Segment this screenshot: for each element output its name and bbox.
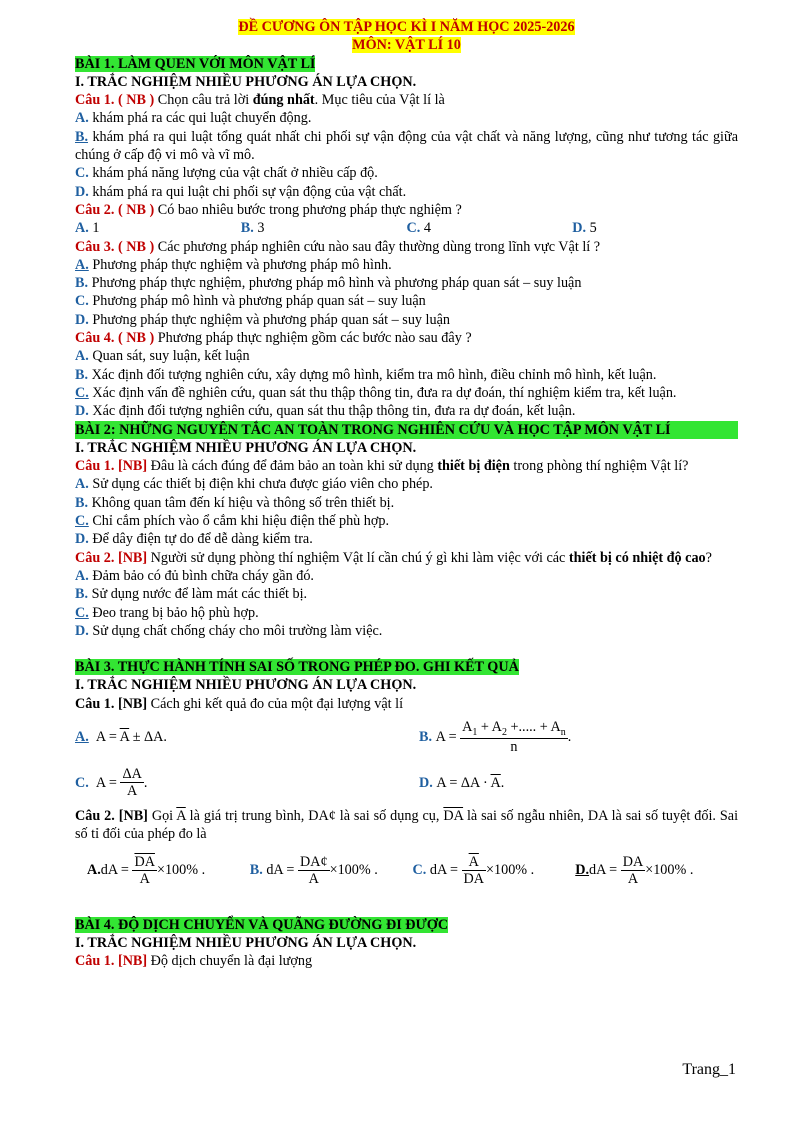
lesson3-section: I. TRẮC NGHIỆM NHIỀU PHƯƠNG ÁN LỰA CHỌN. (75, 677, 417, 694)
formula-period: . (567, 728, 572, 745)
fraction: $\frac{\overline{DA}}{A}$ (134, 853, 155, 888)
option-text: 1 (92, 220, 100, 237)
option-b (75, 366, 738, 384)
option-text: 3 (257, 220, 265, 237)
option-a (75, 347, 738, 365)
option-text: khám phá ra các qui luật chuyển động. (92, 110, 312, 127)
question-label: Câu 2. [NB] (75, 807, 148, 824)
option-letter: D. (75, 531, 89, 548)
question-label: Câu 1. [NB] (75, 458, 148, 475)
option-a (75, 219, 241, 237)
symbol-random-error: $\overline{DA}$ (443, 807, 464, 824)
question-text: ? (705, 549, 712, 566)
lesson1-q3 (75, 238, 738, 256)
option-text: Đảm bảo có đủ bình chữa cháy gần đó. (92, 567, 314, 584)
option-text: Để dây điện tự do để dễ dàng kiểm tra. (92, 531, 313, 548)
lesson4-title-row (75, 916, 738, 934)
formula-row-2 (75, 761, 738, 805)
option-text: 4 (423, 220, 431, 237)
option-c (75, 384, 738, 402)
option-letter: B. (240, 220, 254, 237)
option-letter: D. (75, 183, 89, 200)
option-a: A. dA = $\frac{\overline{DA}}{A}$ ×100% . (87, 853, 206, 888)
option-letter: D. (75, 622, 89, 639)
lesson2-title: BÀI 2: NHỮNG NGUYÊN TẮC AN TOÀN TRONG NGHIÊN CỨU VÀ HỌC TẬP MÔN VẬT LÍ (75, 421, 738, 439)
lesson3-q2 (75, 807, 738, 844)
option-letter: D. (419, 774, 433, 791)
option-text: khám phá ra qui luật chi phối sự vận động của vật chất. (92, 183, 407, 200)
question-text: là giá trị trung bình, DA¢ là sai số dụng cụ, (185, 807, 444, 824)
option-d (394, 774, 738, 792)
option-letter: A. (75, 567, 89, 584)
option-letter: C. (75, 604, 89, 621)
option-b: B. dA = $\frac{DA¢}{A}$ ×100% . (249, 853, 378, 888)
option-text: Xác định đối tượng nghiên cứu, xây dựng mô hình, kiểm tra mô hình, điều chỉnh mô hình, kết luận. (91, 366, 657, 383)
lesson3-title: BÀI 3. THỰC HÀNH TÍNH SAI SỐ TRONG PHÉP ĐO. GHI KẾT QUẢ (75, 659, 519, 676)
lesson4-title: BÀI 4. ĐỘ DỊCH CHUYỂN VÀ QUÃNG ĐƯỜNG ĐI ĐƯỢC (75, 916, 449, 933)
option-text: Phương pháp thực nghiệm, phương pháp mô hình và phương pháp quan sát – suy luận (91, 275, 582, 292)
option-a (75, 475, 738, 493)
option-b (394, 719, 738, 756)
lesson1-q2 (75, 201, 738, 219)
document-title: ĐỀ CƯƠNG ÔN TẬP HỌC KÌ I NĂM HỌC 2025-2026 (238, 19, 575, 35)
option-letter: A. (75, 476, 89, 493)
symbol-mean: $\overline{A}$ (176, 807, 186, 824)
formula-c-fraction: $\frac{\Delta A}{A}$ (122, 766, 142, 800)
formula-c: A = (95, 774, 121, 791)
option-text: Chỉ cắm phích vào ổ cắm khi hiệu điện thế phù hợp. (92, 513, 390, 530)
question-label: Câu 1. [NB] (75, 953, 148, 970)
option-letter: A. (87, 862, 101, 879)
option-b (75, 494, 738, 512)
option-letter: D. (75, 311, 89, 328)
option-letter: D. (572, 220, 587, 237)
formula-period: . (143, 774, 148, 791)
question-text: Gọi (147, 807, 177, 824)
option-a (75, 256, 738, 274)
option-a (75, 567, 738, 585)
formula-b-fraction: $\frac{A_1 + A_2 +..... + A_n}{n}$ (462, 718, 566, 755)
question-text: Các phương pháp nghiên cứu nào sau đây thường dùng trong lĩnh vực Vật lí ? (154, 238, 601, 255)
option-letter: C. (75, 293, 89, 310)
option-b (75, 128, 738, 165)
question-label: Câu 1. [NB] (75, 695, 148, 712)
option-letter: C. (75, 165, 89, 182)
option-letter: D. (75, 403, 89, 420)
question-text: trong phòng thí nghiệm Vật lí? (509, 458, 689, 475)
formula-d: $A = \Delta A \cdot \overline{A}$. (436, 774, 505, 791)
option-letter: B. (249, 862, 263, 879)
option-c (407, 219, 573, 237)
option-c (75, 164, 738, 182)
option-a (75, 109, 738, 127)
page-number: Trang_1 (682, 1061, 736, 1078)
option-d (75, 530, 738, 548)
option-c (75, 604, 738, 622)
option-b (75, 274, 738, 292)
option-text: khám phá ra qui luật tổng quát nhất chi phối sự vận động của vật chất và năng lượng, cũng như tương tác giữa chúng ở cấp độ vi mô và vĩ mô. (75, 128, 738, 164)
option-d (572, 219, 738, 237)
formula-row-3 (75, 844, 738, 898)
option-c (75, 766, 394, 800)
option-letter: B. (75, 494, 89, 511)
subject-line (75, 36, 738, 54)
lesson2-section: I. TRẮC NGHIỆM NHIỀU PHƯƠNG ÁN LỰA CHỌN. (75, 439, 417, 456)
option-letter: A. (75, 110, 89, 127)
subject-title: MÔN: VẬT LÍ 10 (352, 37, 461, 54)
option-text: Sử dụng nước để làm mát các thiết bị. (91, 586, 308, 603)
question-text: . Mục tiêu của Vật lí là (314, 92, 445, 109)
option-text: Phương pháp thực nghiệm và phương pháp mô hình. (92, 256, 392, 273)
question-emphasis: thiết bị có nhiệt độ cao (568, 549, 706, 566)
lesson2-q1 (75, 457, 738, 475)
option-text: Không quan tâm đến kí hiệu và thông số trên thiết bị. (91, 494, 395, 511)
lesson4-section: I. TRẮC NGHIỆM NHIỀU PHƯƠNG ÁN LỰA CHỌN. (75, 934, 417, 951)
symbol-absolute-error: DA (587, 807, 608, 824)
option-letter: A. (75, 728, 89, 745)
option-letter: C. (75, 384, 89, 401)
option-letter: B. (75, 128, 89, 145)
option-letter: A. (75, 220, 89, 237)
lesson1-title: BÀI 1. LÀM QUEN VỚI MÔN VẬT LÍ (75, 55, 316, 72)
question-emphasis: đúng nhất (252, 92, 315, 109)
option-text: 5 (589, 220, 597, 237)
question-label: Câu 1. ( NB ) (75, 92, 155, 109)
option-letter: C. (412, 862, 427, 879)
fraction: $\frac{DA¢}{A}$ (299, 853, 328, 888)
header (75, 18, 738, 36)
question-label: Câu 2. ( NB ) (75, 201, 155, 218)
question-text: Cách ghi kết quả đo của một đại lượng vật lí (147, 695, 404, 712)
question-emphasis: thiết bị điện (437, 458, 510, 475)
option-text: khám phá năng lượng của vật chất ở nhiều cấp độ. (92, 165, 378, 182)
document-page (75, 18, 738, 970)
spacer (75, 640, 738, 658)
formula-b: A = (435, 728, 461, 745)
option-d: D. dA = $\frac{DA}{A}$ ×100% . (575, 853, 694, 888)
option-b (75, 585, 738, 603)
lesson3-q1 (75, 695, 738, 713)
option-c (75, 292, 738, 310)
question-label: Câu 2. [NB] (75, 549, 148, 566)
option-text: Phương pháp mô hình và phương pháp quan sát – suy luận (92, 293, 426, 310)
option-a (75, 728, 394, 746)
option-b (241, 219, 407, 237)
option-c: C. dA = $\frac{\overline{A}}{DA}$ ×100% . (412, 853, 535, 888)
lesson1-title-row (75, 55, 738, 73)
formula-a: $A = \overline{A} \pm \Delta A$. (95, 728, 167, 745)
option-d (75, 402, 738, 420)
option-text: Xác định vấn đề nghiên cứu, quan sát thu thập thông tin, đưa ra dự đoán, thí nghiệm kiểm tra, kết luận. (92, 384, 677, 401)
option-letter: C. (75, 774, 89, 791)
option-letter: B. (75, 366, 89, 383)
option-c (75, 512, 738, 530)
option-letter: D. (575, 862, 590, 879)
option-text: Phương pháp thực nghiệm và phương pháp quan sát – suy luận (92, 311, 450, 328)
question-label: Câu 3. ( NB ) (75, 238, 155, 255)
option-letter: B. (419, 728, 433, 745)
question-text: Người sử dụng phòng thí nghiệm Vật lí cần chú ý gì khi làm việc với các (147, 549, 569, 566)
question-text: Phương pháp thực nghiệm gồm các bước nào sau đây ? (154, 330, 472, 347)
option-letter: C. (406, 220, 421, 237)
option-letter: B. (75, 275, 89, 292)
option-d (75, 311, 738, 329)
option-d (75, 183, 738, 201)
fraction: $\frac{DA}{A}$ (622, 853, 644, 888)
option-letter: B. (75, 586, 89, 603)
question-label: Câu 4. ( NB ) (75, 330, 155, 347)
spacer (75, 898, 738, 916)
option-text: Sử dụng các thiết bị điện khi chưa được giáo viên cho phép. (92, 476, 433, 493)
question-text: Chọn câu trả lời (154, 92, 253, 109)
option-text: Quan sát, suy luận, kết luận (92, 348, 250, 365)
option-letter: C. (75, 513, 89, 530)
option-text: Xác định đối tượng nghiên cứu, quan sát thu thập thông tin, đưa ra dự đoán, kết luận. (92, 403, 576, 420)
lesson3-title-row (75, 658, 738, 676)
lesson2-q2 (75, 549, 738, 567)
question-text: Đâu là cách đúng để đảm bảo an toàn khi sử dụng (147, 458, 438, 475)
lesson1-section: I. TRẮC NGHIỆM NHIỀU PHƯƠNG ÁN LỰA CHỌN. (75, 73, 417, 90)
question-text: Có bao nhiêu bước trong phương pháp thực nghiệm ? (154, 201, 462, 218)
option-letter: A. (75, 348, 89, 365)
lesson4-q1 (75, 952, 738, 970)
question-text: Độ dịch chuyển là đại lượng (147, 953, 313, 970)
option-d (75, 622, 738, 640)
formula-row-1 (75, 713, 738, 761)
question-text: là sai số ngẫu nhiên, (463, 807, 588, 824)
question-text: là sai số tuyệt đối. Sai số tỉ đối của phép đo là (75, 807, 739, 843)
lesson1-q4 (75, 329, 738, 347)
options-row (75, 219, 738, 237)
fraction: $\frac{\overline{A}}{DA}$ (463, 853, 484, 888)
option-letter: A. (75, 256, 89, 273)
lesson1-q1 (75, 91, 738, 109)
option-text: Đeo trang bị bảo hộ phù hợp. (92, 604, 259, 621)
option-text: Sử dụng chất chống cháy cho môi trường làm việc. (92, 622, 383, 639)
